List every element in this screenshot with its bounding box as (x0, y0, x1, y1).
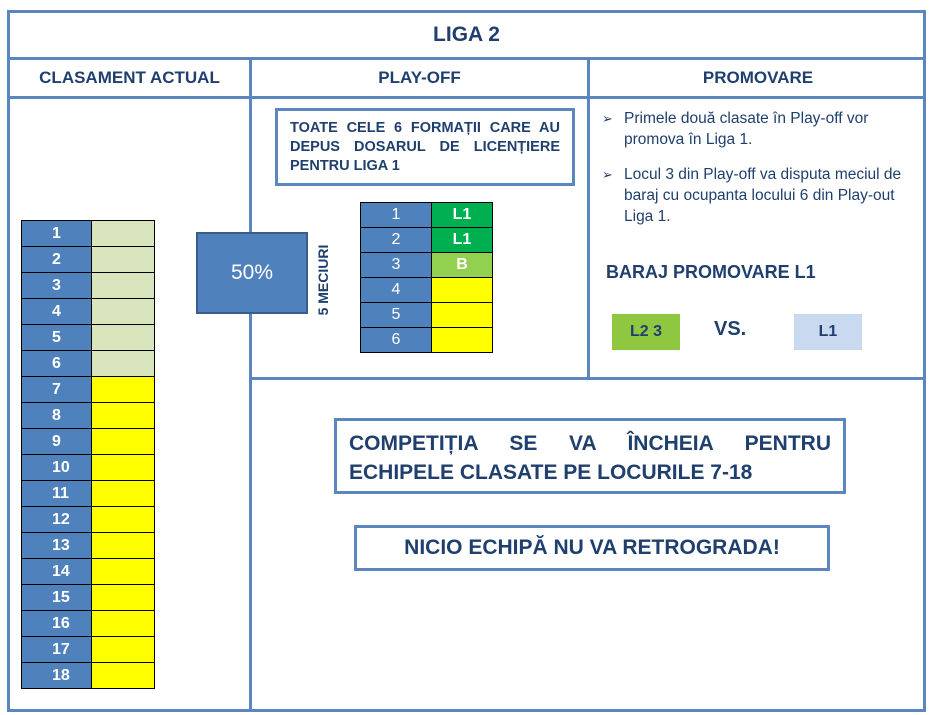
standings-zone-cell (92, 403, 155, 429)
standings-position: 10 (22, 455, 92, 481)
percentage-value: 50% (230, 261, 274, 284)
header-divider (7, 96, 926, 99)
divider-col2 (587, 57, 590, 379)
standings-row (22, 351, 155, 377)
standings-table (21, 220, 155, 689)
standings-row (22, 637, 155, 663)
standings-zone-cell (92, 507, 155, 533)
standings-position: 2 (22, 247, 92, 273)
standings-row (22, 663, 155, 689)
header-promotion: PROMOVARE (702, 68, 814, 87)
standings-zone-cell (92, 559, 155, 585)
playoff-row (361, 203, 493, 228)
playoff-outcome (432, 303, 493, 328)
playoff-position: 1 (361, 203, 432, 228)
arrow-bullet-icon: ➢ (602, 111, 613, 126)
standings-zone-cell (92, 273, 155, 299)
standings-zone-cell (92, 611, 155, 637)
standings-position: 5 (22, 325, 92, 351)
percentage-box (196, 232, 308, 314)
standings-row (22, 403, 155, 429)
standings-position: 12 (22, 507, 92, 533)
barrage-vs: VS. (714, 318, 747, 340)
standings-position: 4 (22, 299, 92, 325)
barrage-title: BARAJ PROMOVARE L1 (606, 262, 816, 282)
playoff-position: 4 (361, 278, 432, 303)
standings-zone-cell (92, 429, 155, 455)
standings-row (22, 247, 155, 273)
playoff-row (361, 228, 493, 253)
playoff-outcome: B (432, 253, 493, 278)
divider-col1 (249, 57, 252, 712)
promotion-bullet-1: ➢ Primele două clasate în Play-off vor promova în Liga 1. (602, 110, 869, 148)
standings-position: 9 (22, 429, 92, 455)
standings-row (22, 559, 155, 585)
standings-zone-cell (92, 377, 155, 403)
standings-row (22, 507, 155, 533)
no-relegation-box (354, 525, 830, 571)
arrow-bullet-icon: ➢ (602, 167, 613, 182)
playoff-row (361, 253, 493, 278)
playoff-position: 5 (361, 303, 432, 328)
standings-position: 16 (22, 611, 92, 637)
standings-zone-cell (92, 663, 155, 689)
standings-row (22, 273, 155, 299)
standings-zone-cell (92, 351, 155, 377)
playoff-note: TOATE CELE 6 FORMAȚII CARE AU DEPUS DOSARUL DE LICENȚIERE PENTRU LIGA 1 (290, 120, 560, 174)
standings-position: 17 (22, 637, 92, 663)
standings-position: 11 (22, 481, 92, 507)
playoff-table (360, 202, 493, 353)
playoff-outcome (432, 278, 493, 303)
standings-zone-cell (92, 455, 155, 481)
standings-zone-cell (92, 299, 155, 325)
playoff-outcome (432, 328, 493, 353)
standings-row (22, 325, 155, 351)
playoff-position: 6 (361, 328, 432, 353)
standings-zone-cell (92, 637, 155, 663)
playoff-position: 2 (361, 228, 432, 253)
playoff-row (361, 278, 493, 303)
standings-zone-cell (92, 247, 155, 273)
playoff-outcome: L1 (432, 228, 493, 253)
competition-end-message: COMPETIȚIA SE VA ÎNCHEIA PENTRU ECHIPELE CLASATE PE LOCURILE 7-18 (349, 432, 831, 484)
standings-position: 18 (22, 663, 92, 689)
header-standings: CLASAMENT ACTUAL (39, 68, 220, 87)
standings-position: 13 (22, 533, 92, 559)
playoff-row (361, 303, 493, 328)
playoff-note-box (275, 108, 575, 186)
standings-zone-cell (92, 533, 155, 559)
promotion-info (602, 108, 920, 241)
standings-row (22, 533, 155, 559)
standings-position: 15 (22, 585, 92, 611)
standings-position: 1 (22, 221, 92, 247)
standings-position: 14 (22, 559, 92, 585)
standings-position: 8 (22, 403, 92, 429)
barrage-team-a: L2 3 (612, 314, 680, 350)
standings-position: 7 (22, 377, 92, 403)
barrage-team-b: L1 (794, 314, 862, 350)
standings-row (22, 299, 155, 325)
playoff-outcome: L1 (432, 203, 493, 228)
standings-row (22, 377, 155, 403)
header-playoff: PLAY-OFF (378, 68, 461, 87)
standings-row (22, 611, 155, 637)
standings-row (22, 429, 155, 455)
playoff-row (361, 328, 493, 353)
no-relegation-message: NICIO ECHIPĂ NU VA RETROGRADA! (404, 536, 780, 559)
standings-row (22, 455, 155, 481)
standings-position: 3 (22, 273, 92, 299)
standings-row (22, 585, 155, 611)
promotion-bullet-2: ➢ Locul 3 din Play-off va disputa meciul de baraj cu ocupanta locului 6 din Play-out Liga 1. (602, 166, 902, 225)
standings-row (22, 481, 155, 507)
standings-zone-cell (92, 221, 155, 247)
playoff-position: 3 (361, 253, 432, 278)
matches-label: 5 MECIURI (315, 244, 331, 316)
competition-end-box (334, 418, 846, 494)
standings-zone-cell (92, 325, 155, 351)
middle-divider (249, 377, 926, 380)
standings-zone-cell (92, 585, 155, 611)
standings-position: 6 (22, 351, 92, 377)
standings-row (22, 221, 155, 247)
page-title: LIGA 2 (433, 23, 500, 46)
standings-zone-cell (92, 481, 155, 507)
